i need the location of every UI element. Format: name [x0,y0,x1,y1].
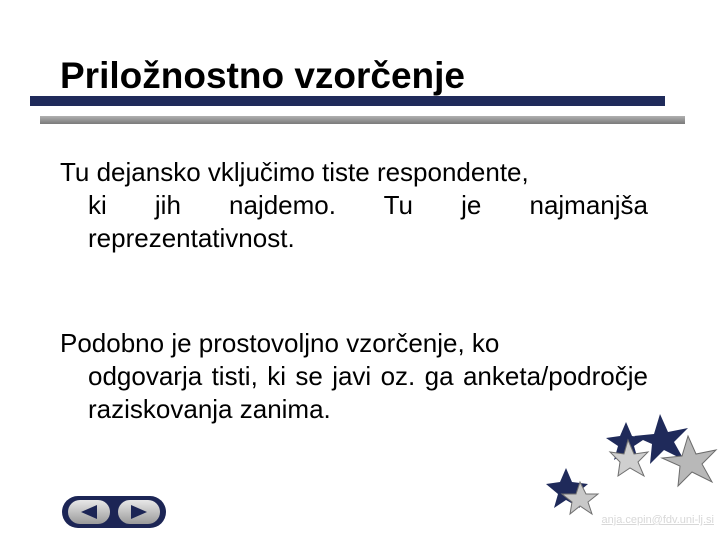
title-underline-grey [40,116,685,124]
slide-title: Priložnostno vzorčenje [60,55,466,96]
paragraph-1-rest: ki jih najdemo. Tu je najmanjša reprezentativnost. [88,190,648,253]
paragraph-1-first-line: Tu dejansko vključimo tiste respondente, [60,157,529,187]
triangle-left-icon [79,504,99,520]
previous-slide-button[interactable] [68,500,110,524]
footer-email-link[interactable]: anja.cepin@fdv.uni-lj.si [601,514,714,526]
decorative-stars [540,410,720,520]
triangle-right-icon [129,504,149,520]
next-slide-button[interactable] [118,500,160,524]
title-underline-dark [30,96,665,106]
star-icon [610,440,648,476]
paragraph-2-first-line: Podobno je prostovoljno vzorčenje, ko [60,328,500,358]
paragraph-1 [60,156,648,255]
paragraph-2-rest: odgovarja tisti, ki se javi oz. ga anketa/področje raziskovanja zanima. [88,361,648,424]
slide-navigation [62,496,166,528]
